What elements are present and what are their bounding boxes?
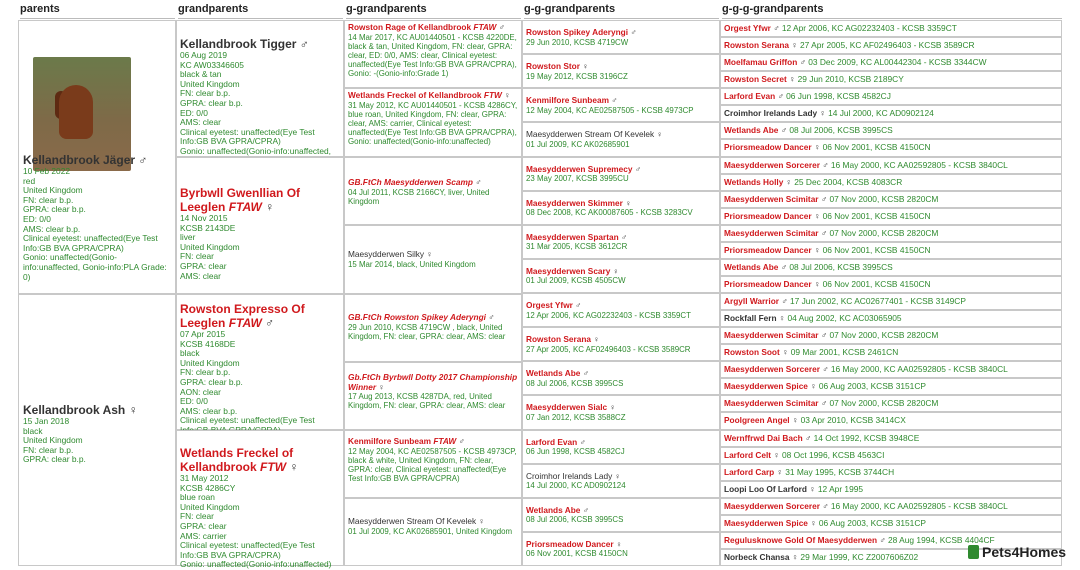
g-g-g-grandparent-card[interactable] <box>720 37 1062 54</box>
sex-icon: ♀ <box>612 266 619 276</box>
g-g-g-grandparent-card[interactable] <box>720 447 1062 464</box>
paw-icon <box>968 545 979 559</box>
g-g-g-grandparent-card[interactable] <box>720 361 1062 378</box>
g-g-g-grandparent-name: Rowston Serana <box>724 40 790 51</box>
column-header-g-g-g-grandparents: g-g-g-grandparents <box>722 0 1062 19</box>
g-g-g-grandparent-name: Maesydderwen Spice <box>724 381 808 392</box>
g-g-grandparent-name: Maesydderwen Sialc <box>526 402 608 413</box>
g-g-g-grandparent-details: 14 Oct 1992, KCSB 3948CE <box>813 432 920 443</box>
sex-icon: ♂ <box>582 369 589 379</box>
g-grandparent-card[interactable]: GB.FtCh Rowston Spikey Aderyngi ♂ 29 Jun 2010, KCSB 4719CW , black, United Kingdom, FN: clear, GPRA: clear, AMS: clear <box>344 294 522 362</box>
g-g-g-grandparent-name: Maesydderwen Scimitar <box>724 227 819 238</box>
g-g-grandparent-card[interactable] <box>522 157 720 191</box>
g-g-g-grandparent-details: 07 Nov 2000, KCSB 2820CM <box>829 398 939 409</box>
sex-icon: ♀ <box>810 517 817 528</box>
sex-icon: ♂ <box>820 330 828 341</box>
sex-icon: ♂ <box>820 398 828 409</box>
g-g-g-grandparent-card[interactable] <box>720 430 1062 447</box>
parent-card-sire[interactable] <box>18 20 176 294</box>
g-g-grandparent-details: 06 Nov 2001, KCSB 4150CN <box>526 549 628 559</box>
g-g-grandparent-name: Rowston Spikey Aderyngi <box>526 27 629 37</box>
g-g-grandparent-name: Maesydderwen Scary <box>526 265 611 276</box>
g-g-grandparent-details: 27 Apr 2005, KC AF02496403 - KCSB 3589CR <box>526 344 691 354</box>
grandparent-name: Byrbwll Gwenllian Of Leeglen FTAW ♀ <box>180 186 301 214</box>
g-g-grandparent-details: 19 May 2012, KCSB 3196CZ <box>526 71 628 81</box>
grandparent-card[interactable] <box>176 430 344 570</box>
g-g-grandparent-details: 12 Apr 2006, KC AG02232403 - KCSB 3359CT <box>526 310 691 320</box>
sex-icon: ♀ <box>785 176 792 187</box>
g-grandparent-card[interactable]: Maesydderwen Stream Of Kevelek ♀ 01 Jul 2009, KC AK02685901, United Kingdom <box>344 498 522 566</box>
sex-icon: ♂ <box>822 500 829 511</box>
g-g-g-grandparent-details: 07 Nov 2000, KCSB 2820CM <box>829 330 939 341</box>
sex-icon: ♂ <box>822 364 829 375</box>
g-g-g-grandparent-name: Norbeck Chansa <box>724 551 790 562</box>
g-g-g-grandparent-details: 08 Oct 1996, KCSB 4563CI <box>781 449 885 460</box>
sex-icon: ♂ <box>582 505 589 515</box>
g-g-g-grandparent-details: 03 Apr 2010, KCSB 3414CX <box>800 415 906 426</box>
g-g-grandparent-card[interactable] <box>522 54 720 88</box>
g-g-g-grandparent-card[interactable] <box>720 157 1062 174</box>
g-g-grandparent-details: 12 May 2004, KC AE02587505 - KCSB 4973CP <box>526 105 694 115</box>
g-grandparent-card[interactable]: Kenmilfore Sunbeam FTAW ♂ 12 May 2004, KC AE02587505 - KCSB 4973CP, black & white, United Kingdom, FN: clear, GPRA: clear, Clinical eyetest: unaffected(Eye Test Info:GB BVA GPRA/CPRA) <box>344 430 522 498</box>
grandparent-name: Kellandbrook Tigger ♂ <box>180 37 309 51</box>
g-g-g-grandparent-name: Rockfall Fern <box>724 313 777 324</box>
g-g-grandparent-name: Larford Evan <box>526 436 578 447</box>
parent-name: Kellandbrook Ash ♀ <box>23 403 138 417</box>
g-g-grandparent-card[interactable] <box>522 395 720 429</box>
sex-icon: ♀ <box>791 415 799 426</box>
g-g-g-grandparent-details: 16 May 2000, KC AA02592805 - KCSB 3840CL <box>830 500 1008 511</box>
g-g-g-grandparent-name: Orgest Yfwr <box>724 23 771 33</box>
g-g-g-grandparent-card[interactable] <box>720 225 1062 242</box>
g-g-g-grandparent-details: 16 May 2000, KC AA02592805 - KCSB 3840CL <box>830 364 1008 375</box>
sex-icon: ♂ <box>780 125 788 136</box>
sex-icon: ♂ <box>634 164 641 174</box>
sex-icon: ♀ <box>656 130 663 140</box>
g-g-g-grandparent-details: 06 Aug 2003, KCSB 3151CP <box>818 517 926 528</box>
g-g-g-grandparent-name: Maesydderwen Sorcerer <box>724 500 820 511</box>
g-g-g-grandparent-card[interactable] <box>720 378 1062 395</box>
g-g-g-grandparent-details: 07 Nov 2000, KCSB 2820CM <box>829 227 939 238</box>
g-g-g-grandparent-details: 08 Jul 2006, KCSB 3995CS <box>789 261 893 272</box>
sex-icon: ♂ <box>611 96 618 106</box>
g-g-grandparent-card[interactable] <box>522 293 720 327</box>
g-g-grandparent-name: Maesydderwen Skimmer <box>526 197 623 208</box>
g-g-g-grandparent-card[interactable] <box>720 344 1062 361</box>
g-g-g-grandparent-name: Maesydderwen Scimitar <box>724 193 819 204</box>
g-g-g-grandparent-card[interactable] <box>720 310 1062 327</box>
g-g-grandparent-details: 08 Jul 2006, KCSB 3995CS <box>526 515 624 525</box>
g-g-g-grandparent-card[interactable] <box>720 105 1062 122</box>
g-g-g-grandparent-details: 06 Aug 2003, KCSB 3151CP <box>818 381 926 392</box>
sex-icon: ♀ <box>819 108 826 119</box>
g-g-g-grandparent-card[interactable] <box>720 515 1062 532</box>
g-g-g-grandparent-details: 25 Dec 2004, KCSB 4083CR <box>794 176 903 187</box>
g-g-grandparent-name: Orgest Yfwr <box>526 300 573 310</box>
g-g-grandparent-name: Wetlands Abe <box>526 504 581 515</box>
g-g-grandparent-details: 29 Jun 2010, KCSB 4719CW <box>526 37 629 47</box>
grandparent-name: Rowston Expresso Of Leeglen FTAW ♂ <box>180 302 305 330</box>
g-g-g-grandparent-card[interactable] <box>720 327 1062 344</box>
g-g-grandparent-name: Priorsmeadow Dancer <box>526 538 614 549</box>
g-g-grandparent-card[interactable] <box>522 498 720 532</box>
g-g-g-grandparent-details: 06 Nov 2001, KCSB 4150CN <box>822 278 931 289</box>
sex-icon: ♀ <box>582 62 589 72</box>
g-g-g-grandparent-name: Rowston Soot <box>724 347 780 358</box>
g-g-grandparent-details: 23 May 2007, KCSB 3995CU <box>526 174 629 183</box>
g-g-g-grandparent-name: Wetlands Abe <box>724 261 779 272</box>
sex-icon: ♀ <box>813 210 821 221</box>
parent-name: Kellandbrook Jäger ♂ <box>23 153 148 167</box>
sex-icon: ♀ <box>809 483 816 494</box>
g-g-g-grandparent-card[interactable] <box>720 259 1062 276</box>
g-g-grandparent-name: Maesydderwen Stream Of Kevelek <box>526 129 655 140</box>
g-g-grandparent-card[interactable] <box>522 430 720 464</box>
g-g-g-grandparent-card[interactable] <box>720 464 1062 481</box>
g-g-g-grandparent-card[interactable] <box>720 191 1062 208</box>
g-grandparent-card[interactable]: Gb.FtCh Byrbwll Dotty 2017 Championship Winner ♀ 17 Aug 2013, KCSB 4287DA, red, United Kingdom, FN: clear, GPRA: clear, AMS: clear <box>344 362 522 430</box>
sex-icon: ♀ <box>791 551 799 562</box>
parent-details: 15 Jan 2018 black United Kingdom FN: clear b.p. GPRA: clear b.p. <box>23 416 86 465</box>
g-g-grandparent-name: Maesydderwen Supremecy <box>526 163 633 174</box>
g-g-g-grandparent-details: 29 Jun 2010, KCSB 2189CY <box>797 74 904 85</box>
grandparent-details: 31 May 2012 KCSB 4286CY blue roan United Kingdom FN: clear GPRA: clear AMS: carrier Clinical eyetest: unaffected(Eye Test Info:GB BVA GPRA/CPRA) Gonio: unaffected(Gonio-info:unaffected) <box>180 473 332 570</box>
sex-icon: ♀ <box>593 335 600 345</box>
g-g-g-grandparent-name: Croimhor Irelands Lady <box>724 108 818 119</box>
grandparent-details: 07 Apr 2015 KCSB 4168DE black United Kingdom FN: clear b.p. GPRA: clear b.p. AON: clear ED: 0/0 AMS: clear b.p. Clinical eyetest: unaffected(Eye Test <box>180 329 315 426</box>
sex-icon: ♂ <box>879 534 886 545</box>
g-g-g-grandparent-name: Priorsmeadow Dancer <box>724 210 812 221</box>
g-g-g-grandparent-card[interactable] <box>720 88 1062 105</box>
sex-icon: ♂ <box>820 193 828 204</box>
g-g-g-grandparent-card[interactable] <box>720 498 1062 515</box>
sex-icon: ♂ <box>630 28 637 37</box>
g-g-grandparent-name: Rowston Serana <box>526 334 592 345</box>
grandparent-card[interactable] <box>176 294 344 430</box>
column-header-g-grandparents: g-grandparents <box>346 0 521 19</box>
g-g-g-grandparent-name: Larford Celt <box>724 449 772 460</box>
g-g-grandparent-details: 07 Jan 2012, KCSB 3588CZ <box>526 412 626 422</box>
sex-icon: ♂ <box>805 432 812 443</box>
g-g-g-grandparent-card[interactable] <box>720 20 1062 37</box>
grandparent-details: 14 Nov 2015 KCSB 2143DE liver United Kingdom FN: clear GPRA: clear AMS: clear <box>180 213 240 281</box>
g-g-grandparent-name: Wetlands Abe <box>526 368 581 379</box>
grandparent-card[interactable] <box>176 157 344 294</box>
g-g-grandparent-details: 01 Jul 2009, KCSB 4505CW <box>526 276 626 286</box>
sex-icon: ♀ <box>791 40 798 51</box>
sex-icon: ♂ <box>820 227 828 238</box>
g-g-g-grandparent-details: 17 Jun 2002, KC AC02677401 - KCSB 3149CP <box>789 296 966 306</box>
g-g-g-grandparent-details: 29 Mar 1999, KC Z2007606Z02 <box>800 551 919 562</box>
sex-icon: ♀ <box>813 142 821 153</box>
sex-icon: ♀ <box>810 381 817 392</box>
sex-icon: ♂ <box>781 296 788 306</box>
g-g-g-grandparent-details: 06 Jun 1998, KCSB 4582CJ <box>786 91 891 102</box>
g-g-g-grandparent-details: 06 Nov 2001, KCSB 4150CN <box>822 244 931 255</box>
g-g-g-grandparent-details: 12 Apr 1995 <box>817 483 864 494</box>
g-g-grandparent-name: Croimhor Irelands Lady <box>526 470 613 481</box>
g-g-grandparent-card[interactable] <box>522 361 720 395</box>
g-g-g-grandparent-card[interactable] <box>720 481 1062 498</box>
g-g-g-grandparent-name: Priorsmeadow Dancer <box>724 278 812 289</box>
sex-icon: ♀ <box>609 403 616 413</box>
g-g-g-grandparent-name: Wernffrwd Dai Bach <box>724 432 803 443</box>
g-g-g-grandparent-card[interactable] <box>720 139 1062 156</box>
sex-icon: ♂ <box>780 261 788 272</box>
g-g-grandparent-card[interactable] <box>522 225 720 259</box>
g-g-g-grandparent-name: Loopi Loo Of Larford <box>724 483 807 494</box>
sex-icon: ♀ <box>813 278 821 289</box>
g-g-g-grandparent-details: 16 May 2000, KC AA02592805 - KCSB 3840CL <box>830 159 1008 170</box>
g-g-g-grandparent-card[interactable] <box>720 395 1062 412</box>
sex-icon: ♂ <box>777 91 784 102</box>
sex-icon: ♀ <box>782 347 789 358</box>
g-g-grandparent-card[interactable] <box>522 259 720 293</box>
g-g-g-grandparent-name: Poolgreen Angel <box>724 415 790 426</box>
g-g-g-grandparent-name: Maesydderwen Spice <box>724 517 808 528</box>
g-g-g-grandparent-card[interactable] <box>720 71 1062 88</box>
g-g-g-grandparent-name: Maesydderwen Sorcerer <box>724 364 820 375</box>
column-header-grandparents: grandparents <box>178 0 343 19</box>
sex-icon: ♂ <box>575 301 582 310</box>
column-header-parents: parents <box>20 0 175 19</box>
g-grandparent-card[interactable]: Maesydderwen Silky ♀ 15 Mar 2014, black, United Kingdom <box>344 225 522 294</box>
g-g-g-grandparent-details: 06 Nov 2001, KCSB 4150CN <box>822 210 931 221</box>
g-g-g-grandparent-name: Priorsmeadow Dancer <box>724 244 812 255</box>
sex-icon: ♀ <box>813 244 821 255</box>
g-g-g-grandparent-name: Maesydderwen Scimitar <box>724 330 819 341</box>
g-g-g-grandparent-card[interactable] <box>720 412 1062 429</box>
sex-icon: ♀ <box>615 539 623 549</box>
g-g-g-grandparent-details: 09 Mar 2001, KCSB 2461CN <box>790 347 899 358</box>
g-g-g-grandparent-name: Maesydderwen Scimitar <box>724 398 819 409</box>
grandparent-card[interactable] <box>176 20 344 157</box>
g-grandparent-card[interactable]: Rowston Rage of Kellandbrook FTAW ♂ 14 Mar 2017, KC AU01440501 - KCSB 4220DE, black & tan, United Kingdom, FN: clear, GPRA: clear, ED: 0/0, AMS: clear, Clinical eyetest: unaffected(Eye Test Info:GB BVA GPRA/CPRA), Gonio: -(Gonio-info:Grade 1) <box>344 20 522 88</box>
g-g-g-grandparent-details: 27 Apr 2005, KC AF02496403 - KCSB 3589CR <box>799 40 975 51</box>
g-g-g-grandparent-details: 31 May 1995, KCSB 3744CH <box>785 466 895 477</box>
g-g-grandparent-card[interactable] <box>522 20 720 54</box>
sex-icon: ♀ <box>625 198 632 208</box>
sex-icon: ♂ <box>620 232 628 242</box>
g-g-g-grandparent-name: Rowston Secret <box>724 74 787 85</box>
sex-icon: ♀ <box>778 313 786 324</box>
g-g-g-grandparent-name: Wetlands Holly <box>724 176 784 187</box>
sex-icon: ♀ <box>614 471 621 481</box>
parent-card-dam[interactable] <box>18 294 176 566</box>
g-grandparent-card[interactable]: Wetlands Freckel of Kellandbrook FTW ♀ 31 May 2012, KC AU01440501 - KCSB 4286CY, blue roan, United Kingdom, FN: clear, GPRA: clear, AMS: carrier, Clinical eyetest: unaffected(Eye Test Info:GB BVA GPRA/CPRA), Gonio: unaffected(Gonio-info:unaffected) <box>344 88 522 157</box>
g-g-grandparent-card[interactable] <box>522 122 720 156</box>
g-g-g-grandparent-name: Priorsmeadow Dancer <box>724 142 812 153</box>
g-g-g-grandparent-card[interactable] <box>720 276 1062 293</box>
column-header-g-g-grandparents: g-g-grandparents <box>524 0 719 19</box>
g-g-g-grandparent-name: Moelfamau Griffon <box>724 57 798 68</box>
g-g-g-grandparent-name: Wetlands Abe <box>724 125 779 136</box>
g-g-g-grandparent-details: 14 Jul 2000, KC AD0902124 <box>828 108 934 119</box>
g-g-grandparent-card[interactable] <box>522 191 720 225</box>
sex-icon: ♂ <box>799 57 806 68</box>
sex-icon: ♀ <box>789 74 796 85</box>
g-g-grandparent-card[interactable] <box>522 88 720 122</box>
g-g-grandparent-details: 08 Jul 2006, KCSB 3995CS <box>526 378 624 388</box>
sex-icon: ♀ <box>776 466 783 477</box>
pets4homes-logo: Pets4Homes <box>968 544 1066 560</box>
g-g-g-grandparent-details: 06 Nov 2001, KCSB 4150CN <box>822 142 931 153</box>
g-g-grandparent-name: Rowston Stor <box>526 61 580 72</box>
g-g-g-grandparent-details: 03 Dec 2009, KC AL00442304 - KCSB 3344CW <box>808 57 987 68</box>
g-g-g-grandparent-name: Maesydderwen Sorcerer <box>724 159 820 170</box>
g-g-grandparent-card[interactable] <box>522 464 720 498</box>
g-grandparent-card[interactable]: GB.FtCh Maesydderwen Scamp ♂ 04 Jul 2011, KCSB 2166CY, liver, United Kingdom <box>344 157 522 225</box>
g-g-g-grandparent-name: Regulusknowe Gold Of Maesydderwen <box>724 534 878 545</box>
sex-icon: ♂ <box>773 23 780 33</box>
g-g-g-grandparent-card[interactable] <box>720 122 1062 139</box>
g-g-grandparent-details: 31 Mar 2005, KCSB 3612CR <box>526 242 628 252</box>
sex-icon: ♂ <box>822 159 829 170</box>
g-g-grandparent-card[interactable] <box>522 532 720 566</box>
g-g-g-grandparent-name: Larford Evan <box>724 91 776 102</box>
g-g-grandparent-details: 06 Jun 1998, KCSB 4582CJ <box>526 447 625 456</box>
g-g-g-grandparent-card[interactable] <box>720 293 1062 310</box>
g-g-g-grandparent-details: 08 Jul 2006, KCSB 3995CS <box>789 125 893 136</box>
grandparent-name: Wetlands Freckel of Kellandbrook FTW ♀ <box>180 446 299 474</box>
g-g-grandparent-card[interactable] <box>522 327 720 361</box>
g-g-g-grandparent-details: 28 Aug 1994, KCSB 4404CF <box>888 534 995 545</box>
parent-details: 10 Feb 2022 red United Kingdom FN: clear b.p. GPRA: clear b.p. ED: 0/0 AMS: clear b.p. Clinical eyetest: unaffected(Eye Test Info:GB BVA GPRA/CPRA) Gonio: unaffected(Gonio-info:unaffected, Gonio-info:PLA Grade: 0) <box>23 166 167 282</box>
g-g-grandparent-details: 14 Jul 2000, KC AD0902124 <box>526 481 626 491</box>
g-g-grandparent-details: 08 Dec 2008, KC AK00087605 - KCSB 3283CV <box>526 208 693 218</box>
grandparent-details: 06 Aug 2019 KC AW03346605 black & tan United Kingdom FN: clear b.p. GPRA: clear b.p. ED: 0/0 AMS: clear Clinical eyetest: unaffected(Eye Test Info:GB BVA GPRA/CPRA) Gonio: unaffected(Gonio-info:unaffected, <box>180 50 332 156</box>
g-g-g-grandparent-name: Argyll Warrior <box>724 296 780 306</box>
g-g-grandparent-name: Kenmilfore Sunbeam <box>526 95 609 106</box>
g-g-g-grandparent-details: 12 Apr 2006, KC AG02232403 - KCSB 3359CT <box>781 23 957 33</box>
g-g-grandparent-name: Maesydderwen Spartan <box>526 231 619 242</box>
sex-icon: ♀ <box>773 449 780 460</box>
g-g-g-grandparent-card[interactable] <box>720 174 1062 191</box>
g-g-g-grandparent-card[interactable] <box>720 208 1062 225</box>
sex-icon: ♂ <box>579 437 586 447</box>
g-g-g-grandparent-card[interactable] <box>720 54 1062 71</box>
g-g-g-grandparent-card[interactable] <box>720 242 1062 259</box>
g-g-grandparent-details: 01 Jul 2009, KC AK02685901 <box>526 139 630 149</box>
g-g-g-grandparent-details: 07 Nov 2000, KCSB 2820CM <box>829 193 939 204</box>
g-g-g-grandparent-name: Larford Carp <box>724 466 775 477</box>
g-g-g-grandparent-details: 04 Aug 2002, KC AC03065905 <box>787 313 902 324</box>
